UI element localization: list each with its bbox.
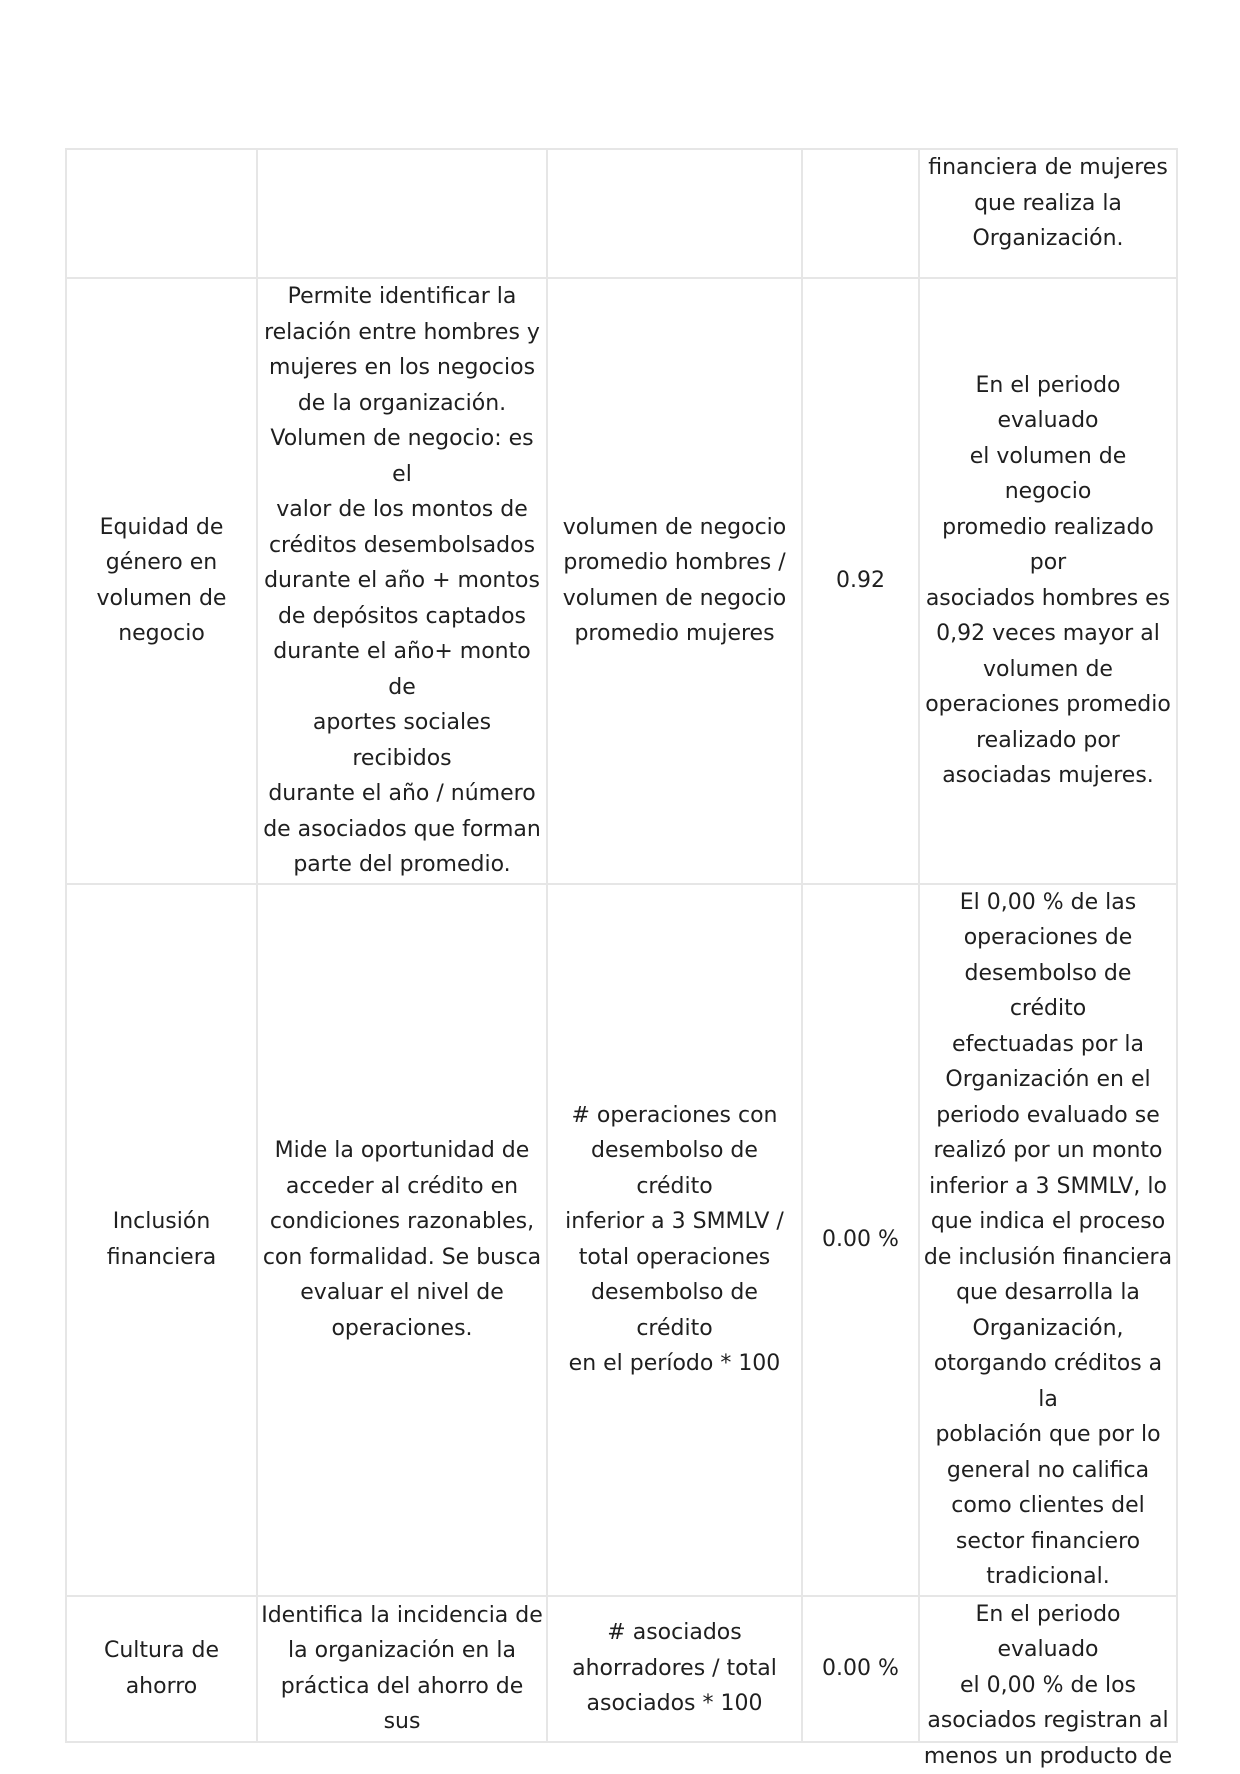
indicator-value-cell: 0.00 %: [802, 884, 919, 1596]
indicator-name-cell: [66, 149, 257, 278]
indicator-description-cell: Identifica la incidencia de la organización en la práctica del ahorro de sus: [257, 1596, 547, 1742]
indicator-name-cell: Equidad de género en volumen de negocio: [66, 278, 257, 884]
indicator-formula-cell: volumen de negocio promedio hombres / volumen de negocio promedio mujeres: [547, 278, 802, 884]
indicator-description-cell: [257, 149, 547, 278]
indicator-analysis-cell: El 0,00 % de las operaciones de desembolso de crédito efectuadas por la Organización en el periodo evaluado se realizó por un monto inferior a 3 SMMLV, lo que indica el proceso de inclusión financiera que desarrolla la Organización, otorgando créditos a la población que por lo general no califica como clientes del sector financiero tradicional.: [919, 884, 1177, 1596]
indicator-analysis-cell: En el periodo evaluado el 0,00 % de los asociados registran al menos un producto de: [919, 1596, 1177, 1742]
indicators-table: [65, 148, 1178, 1769]
table-row: [66, 149, 1177, 278]
indicator-description-cell: Mide la oportunidad de acceder al crédito en condiciones razonables, con formalidad. Se busca evaluar el nivel de operaciones.: [257, 884, 547, 1596]
table-row: [66, 278, 1177, 884]
indicator-description-cell: Permite identificar la relación entre hombres y mujeres en los negocios de la organización. Volumen de negocio: es el valor de los montos de créditos desembolsados durante el año + montos de depósitos captados durante el año+ monto de aportes sociales recibidos durante el año / número de asociados que forman parte del promedio.: [257, 278, 547, 884]
indicator-value-cell: [802, 149, 919, 278]
indicator-value-cell: 0.92: [802, 278, 919, 884]
table-row: [66, 1596, 1177, 1742]
table-row: [66, 884, 1177, 1596]
indicator-analysis-cell: En el periodo evaluado el volumen de negocio promedio realizado por asociados hombres es 0,92 veces mayor al volumen de operaciones promedio realizado por asociadas mujeres.: [919, 278, 1177, 884]
indicator-formula-cell: # operaciones con desembolso de crédito inferior a 3 SMMLV / total operaciones desembolso de crédito en el período * 100: [547, 884, 802, 1596]
indicator-name-cell: Cultura de ahorro: [66, 1596, 257, 1742]
indicator-name-cell: Inclusión financiera: [66, 884, 257, 1596]
indicator-value-cell: 0.00 %: [802, 1596, 919, 1742]
indicator-analysis-cell: financiera de mujeres que realiza la Organización.: [919, 149, 1177, 278]
indicator-formula-cell: # asociados ahorradores / total asociados * 100: [547, 1596, 802, 1742]
indicator-formula-cell: [547, 149, 802, 278]
